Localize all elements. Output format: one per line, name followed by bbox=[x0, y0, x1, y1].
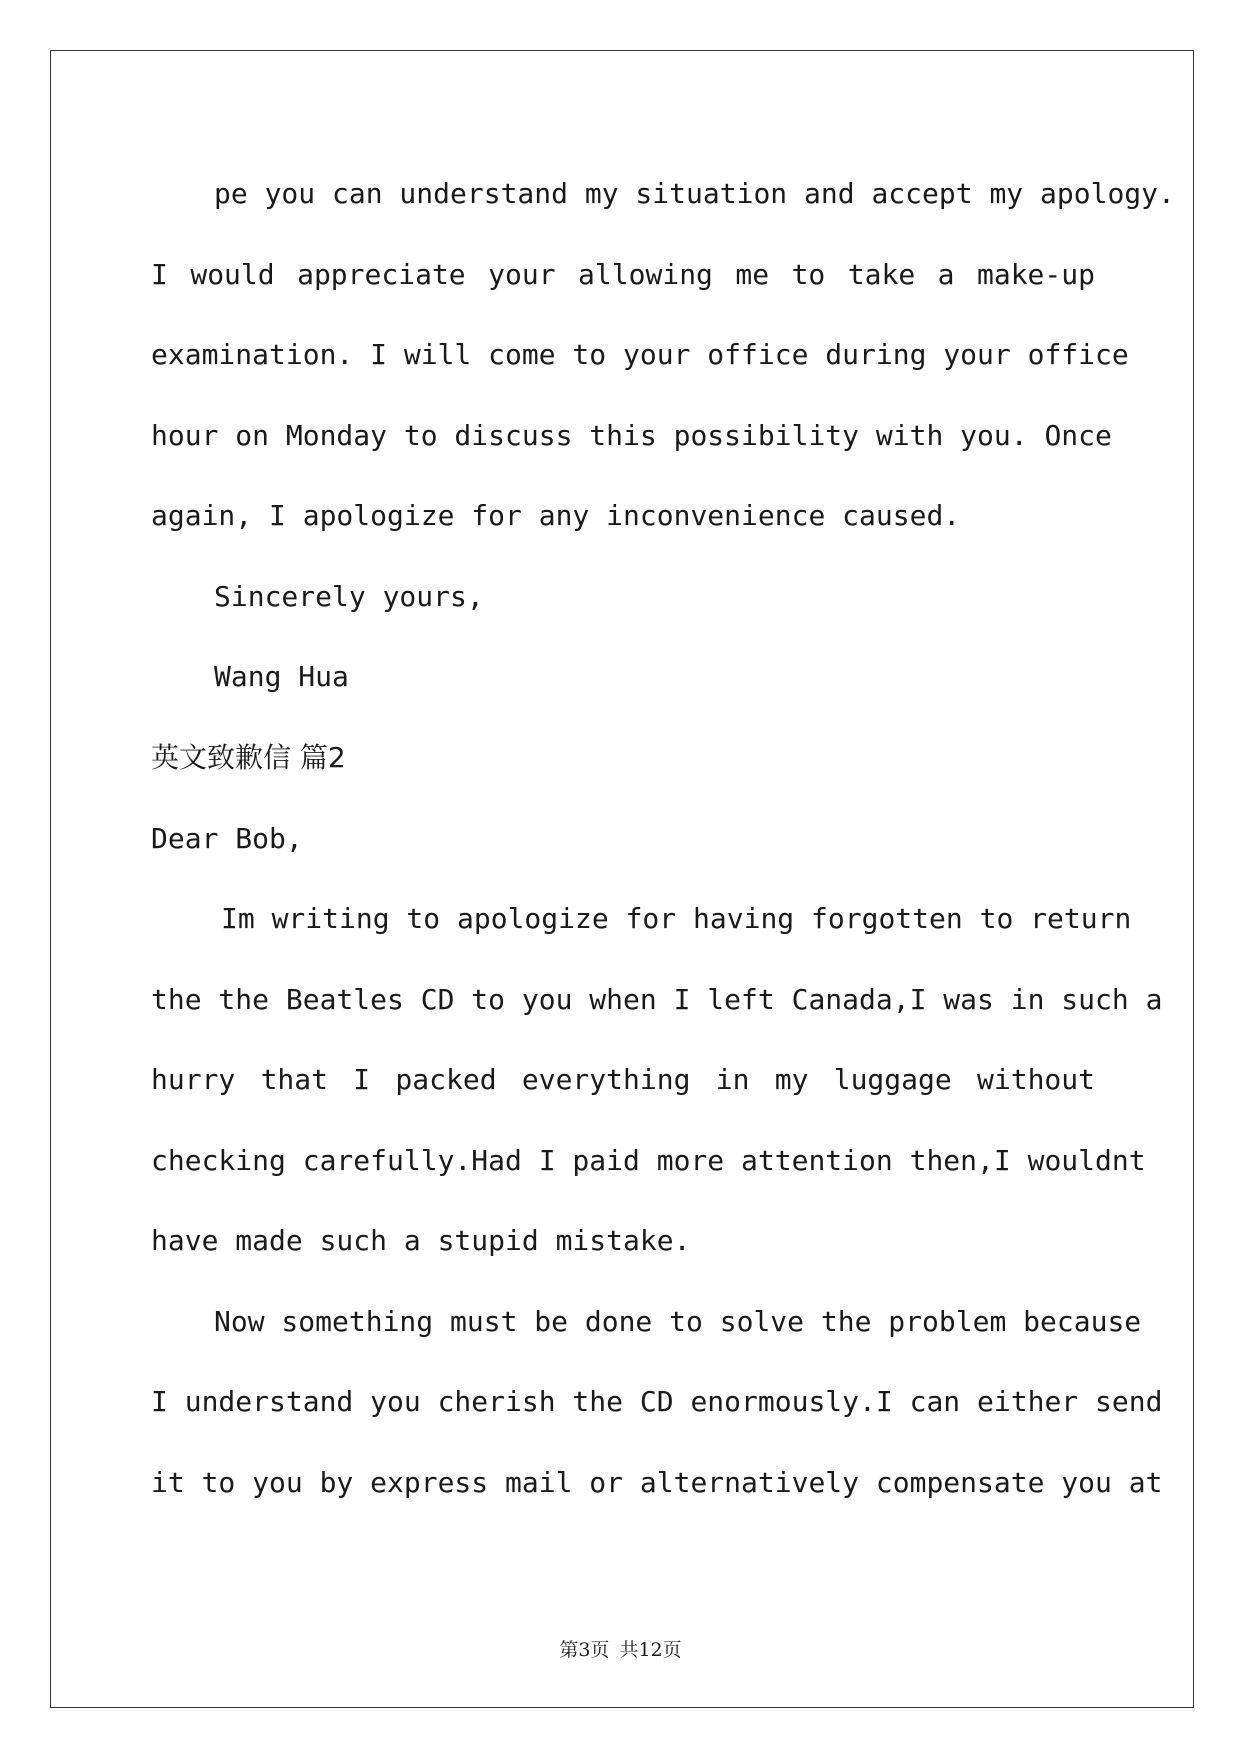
text-line: it to you by express mail or alternatively compensate you at bbox=[151, 1466, 1163, 1499]
text-line: the the Beatles CD to you when I left Canada,I was in such a bbox=[151, 983, 1163, 1016]
text-line: have made such a stupid mistake. bbox=[151, 1224, 691, 1257]
text-line: I understand you cherish the CD enormously.I can either send bbox=[151, 1385, 1163, 1418]
text-line: I would appreciate your allowing me to take a make-up bbox=[151, 258, 1095, 291]
text-line: Now something must be done to solve the problem because bbox=[214, 1305, 1142, 1338]
page-footer bbox=[0, 1635, 1241, 1662]
text-line: hour on Monday to discuss this possibility with you. Once bbox=[151, 419, 1112, 452]
salutation: Dear Bob, bbox=[151, 822, 303, 855]
text-line: hurry that I packed everything in my luggage without bbox=[151, 1063, 1095, 1096]
page-border bbox=[50, 50, 1194, 1708]
text-line: checking carefully.Had I paid more attention then,I wouldnt bbox=[151, 1144, 1146, 1177]
closing-line: Sincerely yours, bbox=[214, 580, 484, 613]
text-line: Im writing to apologize for having forgotten to return bbox=[221, 902, 1132, 935]
text-line: examination. I will come to your office during your office bbox=[151, 338, 1129, 371]
section-heading: 英文致歉信 篇2 bbox=[151, 741, 346, 774]
text-line: again, I apologize for any inconvenience caused. bbox=[151, 499, 961, 532]
text-line: pe you can understand my situation and accept my apology. bbox=[214, 177, 1175, 210]
page-number: 第3页 bbox=[559, 1639, 610, 1661]
signature-name: Wang Hua bbox=[214, 660, 349, 693]
page-total: 共12页 bbox=[619, 1639, 682, 1661]
